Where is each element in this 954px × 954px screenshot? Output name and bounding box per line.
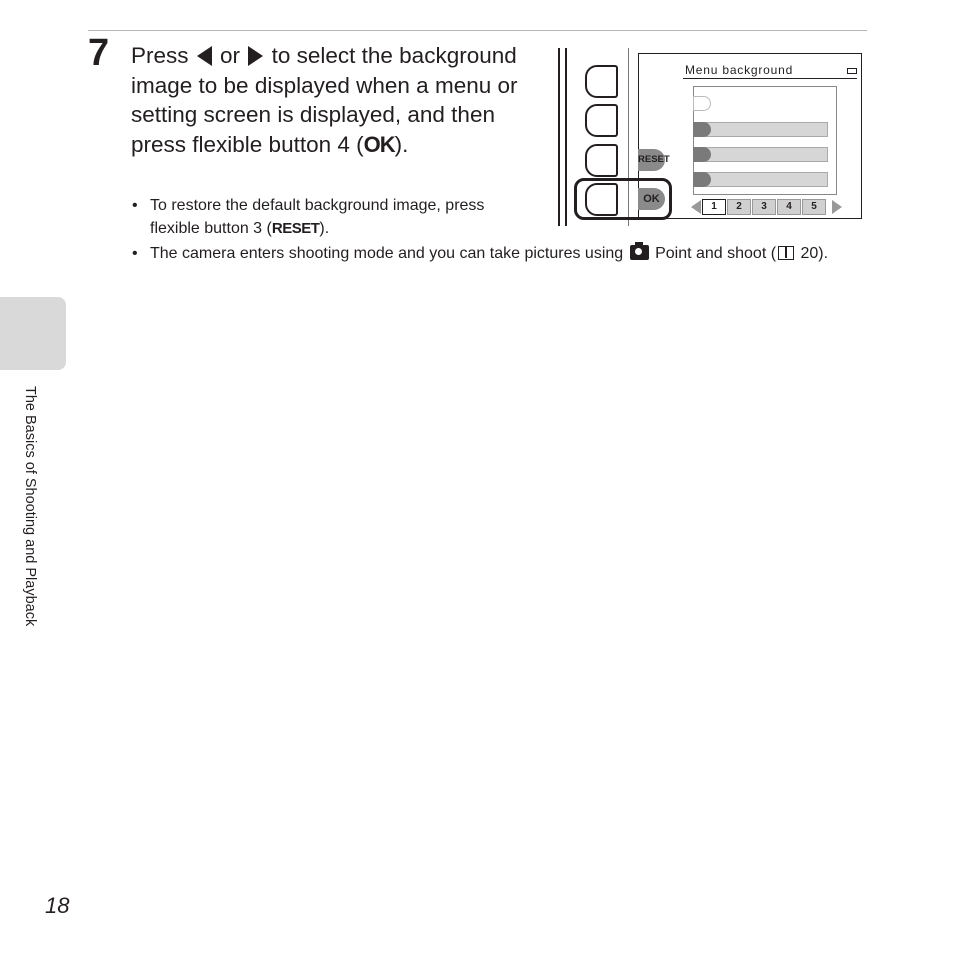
battery-icon: [847, 68, 857, 74]
reset-glyph: RESET: [271, 220, 320, 237]
preview-bar: [695, 122, 828, 137]
step-text-4: ).: [394, 131, 409, 157]
page-option[interactable]: 2: [727, 199, 751, 215]
bullet-reset: [132, 194, 530, 240]
bullet-dot: •: [132, 197, 138, 214]
chapter-label-text: The Basics of Shooting and Playback: [22, 386, 38, 627]
camera-screen-illustration: [555, 48, 870, 226]
step-text-2: or: [220, 43, 241, 68]
page-left-arrow-icon[interactable]: [691, 200, 701, 214]
title-rule: [683, 78, 857, 79]
page-right-arrow-icon[interactable]: [832, 200, 842, 214]
preview-item-icon: [693, 96, 711, 111]
bullet-1-text: To restore the default background image, press flexible button 3 (: [150, 197, 485, 237]
flexible-button-1[interactable]: [585, 65, 618, 98]
page-option[interactable]: 4: [777, 199, 801, 215]
bullet-2-text: The camera enters shooting mode and you can take pictures using: [150, 245, 624, 262]
preview-item-icon: [693, 122, 711, 137]
page-option[interactable]: 1: [702, 199, 726, 215]
arrow-left-icon: [197, 46, 212, 66]
bullet-shooting-mode: [132, 242, 850, 265]
page-option[interactable]: 5: [802, 199, 826, 215]
preview-bar: [695, 147, 828, 162]
camera-body-edge: [565, 48, 567, 226]
soft-ok-label[interactable]: OK: [638, 188, 665, 210]
bullet-1-end: ).: [319, 220, 330, 237]
page-selector: [702, 199, 827, 215]
bullet-dot: •: [132, 245, 138, 262]
page-number: 18: [45, 893, 70, 918]
bullet-2-end: ).: [818, 245, 829, 262]
menu-title: Menu background: [685, 63, 794, 77]
book-icon: [778, 246, 794, 260]
step-instruction: [131, 41, 541, 159]
flexible-button-2[interactable]: [585, 104, 618, 137]
arrow-right-icon: [248, 46, 263, 66]
preview-item-icon: [693, 172, 711, 187]
step-number: 7: [88, 32, 110, 74]
chapter-tab: [0, 297, 66, 370]
flexible-button-3[interactable]: [585, 144, 618, 177]
page-option[interactable]: 3: [752, 199, 776, 215]
camera-icon: [630, 245, 649, 260]
ok-glyph: OK: [363, 131, 395, 157]
camera-body-edge: [558, 48, 560, 226]
soft-reset-label[interactable]: RESET: [638, 149, 665, 171]
preview-item-icon: [693, 147, 711, 162]
page-ref: 20: [800, 245, 819, 262]
step-text-3: to select the background image to be displayed when a menu or setting screen is displayed, and then press flexible button 4 (: [131, 43, 518, 157]
preview-bar: [695, 172, 828, 187]
bullet-2-text-2: Point and shoot (: [655, 245, 777, 262]
step-text-1: Press: [131, 43, 189, 68]
top-rule: [88, 30, 867, 31]
